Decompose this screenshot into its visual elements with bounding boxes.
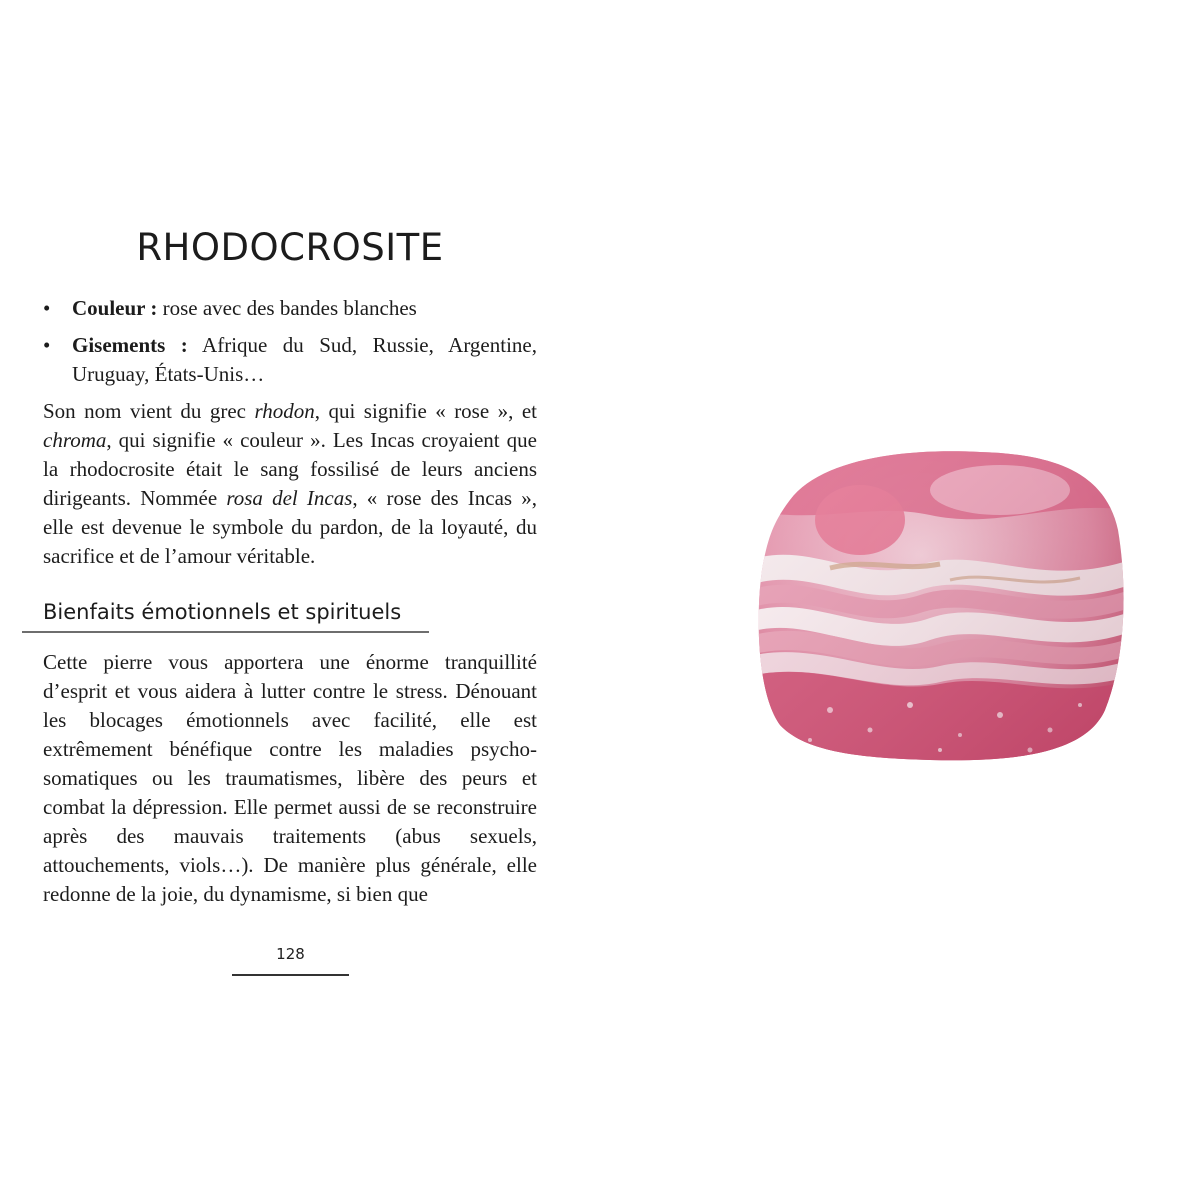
section-heading: Bienfaits émotionnels et spirituels xyxy=(43,600,402,624)
bullet-icon: • xyxy=(43,333,51,357)
section-body: Cette pierre vous apportera une énorme tranquillité d’esprit et vous aidera à lutter contre le stress. Dénouant les blocages émotionnels avec facilité, elle est extrêmement bénéfique contre les maladies psychosomatiques ou les traumatismes, libère des peurs et combat la dépression. Elle permet aussi de se reconstruire après des mauvais traitements (abus sexuels, attouchements, viols…). De manière plus générale, elle redonne de la joie, du dynamisme, si bien que xyxy=(43,650,537,906)
spec-value: Afrique du Sud, Russie, Argentine, Uruguay, États-Unis… xyxy=(72,333,537,386)
stone-body xyxy=(750,440,1130,770)
spec-value: rose avec des bandes blanches xyxy=(157,296,417,320)
page-title: RHODOCROSITE xyxy=(136,226,444,269)
intro-text-1: Son nom vient du grec xyxy=(43,399,255,423)
bullet-icon: • xyxy=(43,296,51,320)
term-rhodon: rhodon xyxy=(254,399,315,423)
intro-text-4: , « rose des Incas », elle est devenue le symbole du pardon, de la loyauté, du sacrifice et de l’amour véritable. xyxy=(43,486,537,568)
spec-label: Couleur : xyxy=(72,296,158,320)
page-number-divider xyxy=(232,974,349,976)
stone-illustration xyxy=(750,440,1130,770)
intro-paragraph xyxy=(43,397,537,571)
term-rosa-del-incas: rosa del Incas xyxy=(226,486,353,510)
page-number: 128 xyxy=(276,945,305,963)
spec-label: Gisements : xyxy=(72,333,188,357)
spec-item-gisements xyxy=(43,331,537,389)
section-divider xyxy=(22,631,429,633)
rhodochrosite-stone-image xyxy=(750,440,1130,770)
intro-text-3: , qui signifie « couleur ». Les Incas croyaient que la rhodocrosite était le sang fossilisé de leurs anciens dirigeants. Nommée xyxy=(43,428,537,510)
spec-list xyxy=(43,294,537,389)
left-page xyxy=(43,222,537,909)
spec-item-couleur xyxy=(43,294,537,323)
term-chroma: chroma xyxy=(43,428,107,452)
intro-text-2: , qui signifie « rose », et xyxy=(314,399,538,423)
